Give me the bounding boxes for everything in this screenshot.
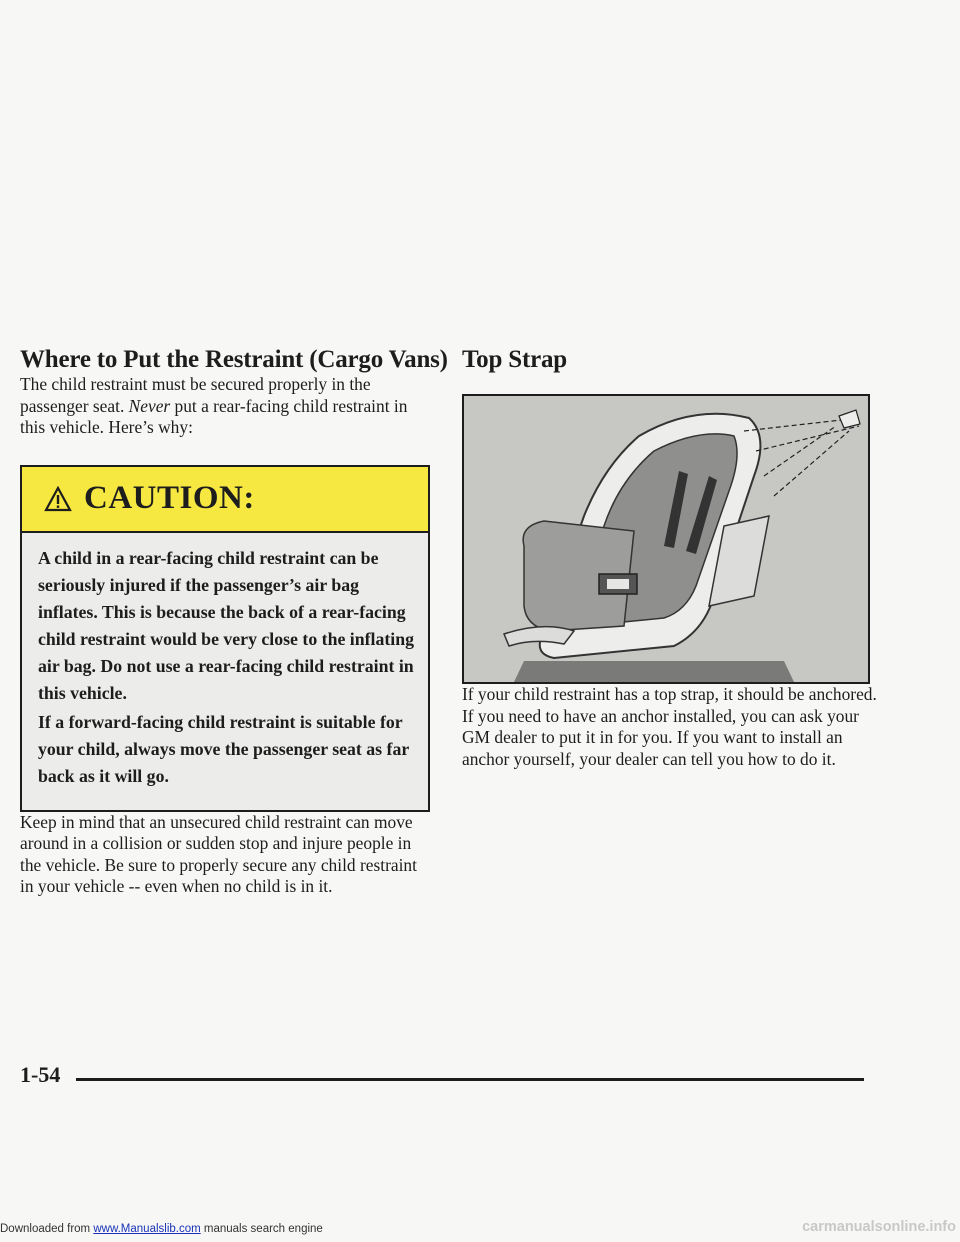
top-strap-paragraph: If your child restraint has a top strap, it should be anchored. If you need to have an anchor installed, you can ask your GM dealer to put it in for you. If you want to install an anchor yourself, your dealer can tell you how to do it. bbox=[462, 684, 877, 769]
intro-paragraph: The child restraint must be secured properly in the passenger seat. Never put a rear-facing child restraint in this vehicle. Here’s why: bbox=[20, 374, 408, 437]
caution-header bbox=[22, 467, 428, 533]
section-title-top-strap: Top Strap bbox=[462, 346, 567, 373]
manualslib-link[interactable]: www.Manualslib.com bbox=[93, 1223, 201, 1235]
left-column bbox=[20, 346, 448, 898]
child-seat-drawing bbox=[464, 396, 868, 682]
caution-label: CAUTION: bbox=[84, 480, 255, 516]
page-number: 1-54 bbox=[20, 1062, 61, 1087]
download-footer: Downloaded from www.Manualslib.com manuals search engine bbox=[0, 1223, 323, 1235]
child-seat-illustration bbox=[462, 394, 870, 684]
footer-rule bbox=[76, 1078, 864, 1081]
caution-paragraph-1: A child in a rear-facing child restraint can be seriously injured if the passenger’s air bag inflates. This is because the back of a rear-facing child restraint would be very close to the inflating air bag. Do not use a rear-facing child restraint in this vehicle. bbox=[38, 547, 415, 703]
never-emphasis: Never bbox=[128, 395, 171, 416]
watermark: carmanualsonline.info bbox=[802, 1219, 956, 1235]
section-title-where-to-put: Where to Put the Restraint (Cargo Vans) bbox=[20, 346, 448, 373]
warning-triangle-icon bbox=[44, 486, 72, 512]
caution-paragraph-2: If a forward-facing child restraint is suitable for your child, always move the passenger seat as far back as it will go. bbox=[38, 711, 409, 786]
caution-box bbox=[20, 465, 430, 812]
caution-body bbox=[22, 533, 428, 810]
unsecured-restraint-paragraph: Keep in mind that an unsecured child restraint can move around in a collision or sudden stop and injure people in the vehicle. Be sure to properly secure any child restraint in your vehicle -- even when no child is in it. bbox=[20, 811, 417, 896]
right-column bbox=[462, 346, 882, 770]
